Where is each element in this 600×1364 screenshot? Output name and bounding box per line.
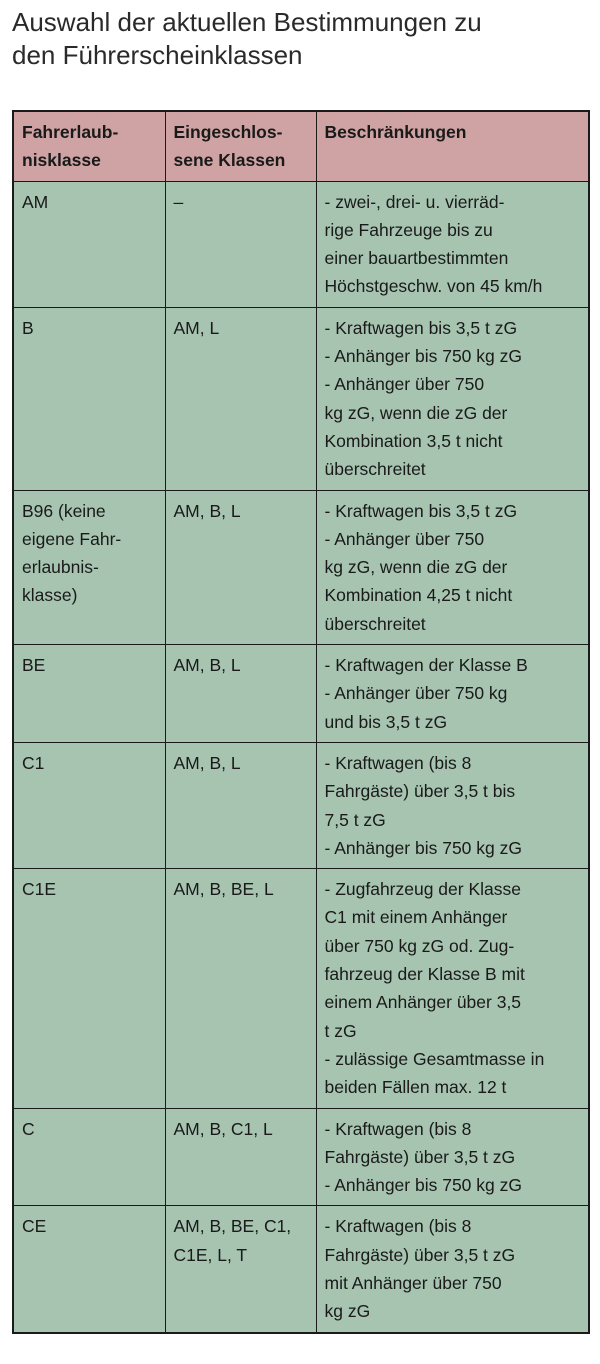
cell-eingeschlossen: AM, L bbox=[165, 307, 316, 490]
header-eingeschlossene-klassen: Eingeschlos- sene Klassen bbox=[165, 111, 316, 181]
cell-eingeschlossen: AM, B, L bbox=[165, 742, 316, 868]
cell-eingeschlossen: AM, B, C1, L bbox=[165, 1108, 316, 1206]
cell-klasse: CE bbox=[13, 1206, 165, 1333]
cell-beschraenkungen: - Kraftwagen der Klasse B - Anhänger über 750 kg und bis 3,5 t zG bbox=[316, 645, 589, 743]
cell-klasse: AM bbox=[13, 181, 165, 307]
cell-eingeschlossen: – bbox=[165, 181, 316, 307]
cell-klasse: B96 (keine eigene Fahr- erlaubnis- klasse) bbox=[13, 490, 165, 644]
cell-eingeschlossen: AM, B, L bbox=[165, 645, 316, 743]
cell-beschraenkungen: - zwei-, drei- u. vierräd- rige Fahrzeuge bis zu einer bauartbestimmten Höchstgeschw. von 45 km/h bbox=[316, 181, 589, 307]
cell-eingeschlossen: AM, B, BE, C1, C1E, L, T bbox=[165, 1206, 316, 1333]
table-row bbox=[13, 307, 589, 490]
cell-eingeschlossen: AM, B, L bbox=[165, 490, 316, 644]
page-title: Auswahl der aktuellen Bestimmungen zu den Führerscheinklassen bbox=[12, 7, 482, 70]
table-row bbox=[13, 1206, 589, 1333]
table-row bbox=[13, 181, 589, 307]
table-header-row bbox=[13, 111, 589, 181]
header-beschraenkungen: Beschränkungen bbox=[316, 111, 589, 181]
cell-beschraenkungen: - Kraftwagen (bis 8 Fahrgäste) über 3,5 t zG - Anhänger bis 750 kg zG bbox=[316, 1108, 589, 1206]
license-classes-table bbox=[12, 110, 590, 1334]
cell-beschraenkungen: - Zugfahrzeug der Klasse C1 mit einem Anhänger über 750 kg zG od. Zug- fahrzeug der Klasse B mit einem Anhänger über 3,5 t zG - zulässige Gesamtmasse in beiden Fällen max. 12 t bbox=[316, 869, 589, 1108]
cell-beschraenkungen: - Kraftwagen (bis 8 Fahrgäste) über 3,5 t zG mit Anhänger über 750 kg zG bbox=[316, 1206, 589, 1333]
cell-klasse: B bbox=[13, 307, 165, 490]
cell-beschraenkungen: - Kraftwagen (bis 8 Fahrgäste) über 3,5 t bis 7,5 t zG - Anhänger bis 750 kg zG bbox=[316, 742, 589, 868]
cell-klasse: BE bbox=[13, 645, 165, 743]
header-fahrerlaubnisklasse: Fahrerlaub- nisklasse bbox=[13, 111, 165, 181]
table-row bbox=[13, 645, 589, 743]
cell-beschraenkungen: - Kraftwagen bis 3,5 t zG - Anhänger über 750 kg zG, wenn die zG der Kombination 4,25 t nicht überschreitet bbox=[316, 490, 589, 644]
cell-klasse: C bbox=[13, 1108, 165, 1206]
cell-beschraenkungen: - Kraftwagen bis 3,5 t zG - Anhänger bis 750 kg zG - Anhänger über 750 kg zG, wenn die zG der Kombination 3,5 t nicht überschreitet bbox=[316, 307, 589, 490]
table-row bbox=[13, 490, 589, 644]
table-row bbox=[13, 742, 589, 868]
table-row bbox=[13, 869, 589, 1108]
cell-klasse: C1 bbox=[13, 742, 165, 868]
cell-eingeschlossen: AM, B, BE, L bbox=[165, 869, 316, 1108]
table-row bbox=[13, 1108, 589, 1206]
license-classes-table-container bbox=[12, 110, 588, 1334]
cell-klasse: C1E bbox=[13, 869, 165, 1108]
